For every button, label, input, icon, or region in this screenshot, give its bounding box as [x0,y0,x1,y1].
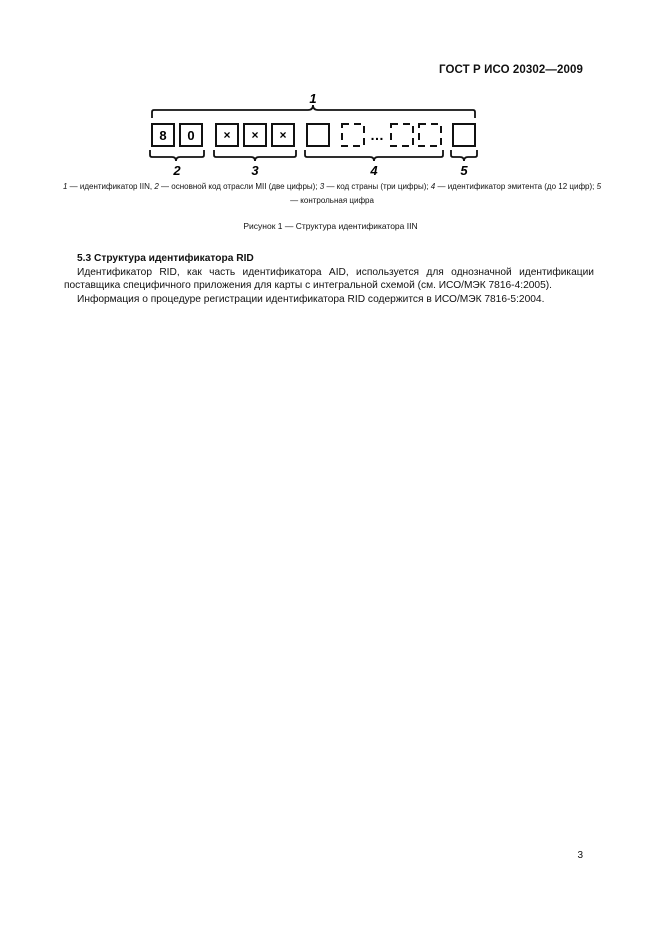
paragraph: Идентификатор RID, как часть идентификатора AID, используется для однозначной идентификации поставщика специфичного приложения для карты с интегральной схемой (см. ИСО/МЭК 7816-4:2005). [64,266,594,291]
legend-num: 2 [154,182,159,191]
issuer-digit-box [419,124,441,146]
legend-num: 3 [319,182,325,191]
legend-text: — контрольная цифра [290,196,374,205]
brace-4 [305,150,443,161]
figure-caption: Рисунок 1 — Структура идентификатора IIN [243,221,418,231]
paragraph: Информация о процедуре регистрации идентификатора RID содержится в ИСО/МЭК 7816-5:2004. [77,293,545,305]
legend-num: 1 [62,182,68,191]
callout-5: 5 [460,163,468,178]
brace-2 [150,150,204,161]
figure-legend [62,180,602,208]
brace-5 [451,150,477,161]
callout-1: 1 [309,92,317,106]
legend-text: — идентификатор эмитента (до 12 цифр); [435,182,597,191]
country-digit: × [251,128,259,142]
check-digit-box [453,124,475,146]
country-digit: × [279,128,287,142]
document-header: ГОСТ Р ИСО 20302—2009 [438,64,583,76]
section-5-3 [64,252,594,306]
legend-text: — идентификатор IIN, [67,182,155,191]
legend-text: — код страны (три цифры); [324,182,431,191]
brace-3 [214,150,296,161]
mii-digit: 8 [159,128,167,143]
brace-1 [152,105,475,118]
mii-digit: 0 [187,128,195,143]
callout-4: 4 [370,163,378,178]
ellipsis: … [370,127,384,143]
page-number: 3 [577,850,583,861]
issuer-digit-box [307,124,329,146]
issuer-digit-box [342,124,364,146]
country-digit: × [223,128,231,142]
issuer-digit-box [391,124,413,146]
legend-num: 4 [430,182,436,191]
iin-structure-figure [140,92,486,178]
legend-text: — основной код отрасли MII (две цифры); [158,182,320,191]
section-title: 5.3 Структура идентификатора RID [77,253,254,264]
callout-3: 3 [251,163,259,178]
legend-num: 5 [596,182,602,191]
callout-2: 2 [173,163,181,178]
